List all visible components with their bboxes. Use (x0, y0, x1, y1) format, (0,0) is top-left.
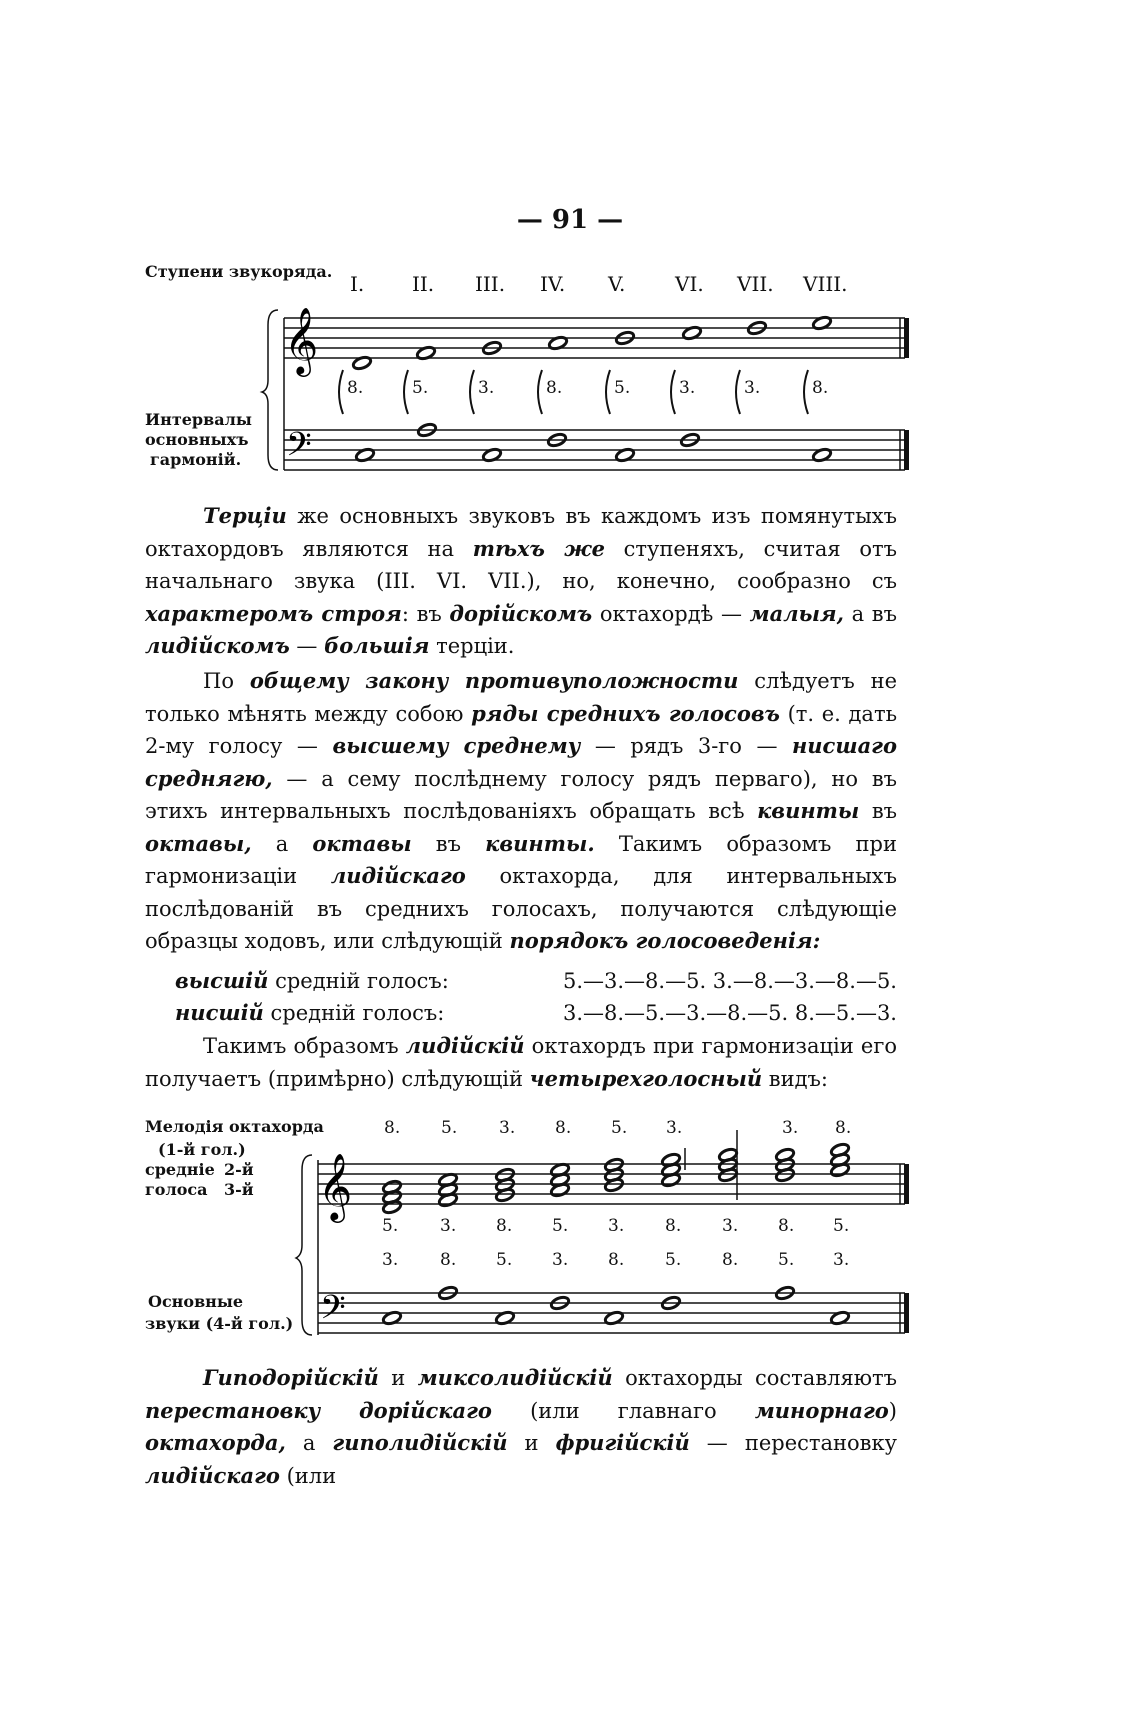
scale-degrees-label: Ступени звукоряда. (145, 262, 333, 281)
degree-label: VI. (675, 272, 704, 296)
interval-numeral: 3. (744, 378, 761, 398)
voice2-interval: 8. (665, 1216, 682, 1236)
interval-numeral: 8. (546, 378, 563, 398)
melody-interval: 3. (782, 1118, 799, 1138)
voice3-interval: 5. (496, 1250, 513, 1270)
voice3-interval: 5. (665, 1250, 682, 1270)
degree-label: VII. (737, 272, 774, 296)
voice3-interval: 3. (382, 1250, 399, 1270)
voice2-interval: 3. (608, 1216, 625, 1236)
voice3-interval: 8. (608, 1250, 625, 1270)
bass-label: звуки (4-й гол.) (145, 1314, 294, 1333)
intervals-label-line: основныхъ (145, 430, 249, 449)
bass-clef-icon: 𝄢 (286, 426, 312, 472)
voice-line-upper: высшій средній голосъ: 5.—3.—8.—5. 3.—8.—3.—8.—5. (175, 968, 897, 993)
melody-interval: 5. (441, 1118, 458, 1138)
degree-label: VIII. (803, 272, 848, 296)
interval-numeral: 8. (812, 378, 829, 398)
degree-label: I. (350, 272, 365, 296)
voice3-interval: 8. (440, 1250, 457, 1270)
voice2-interval: 5. (552, 1216, 569, 1236)
treble-clef-icon: 𝄞 (284, 306, 319, 374)
melody-label: Мелодія октахорда (145, 1117, 324, 1136)
degree-label: II. (412, 272, 435, 296)
voice3-interval: 3. (833, 1250, 850, 1270)
interval-numeral: 8. (347, 378, 364, 398)
page-number: — 91 — (516, 205, 624, 235)
voice2-interval: 3. (722, 1216, 739, 1236)
voice-3-label: 3-й (224, 1180, 254, 1199)
intervals-label-line: Интервалы (145, 410, 252, 429)
treble-clef-icon: 𝄞 (318, 1152, 353, 1220)
melody-interval: 3. (499, 1118, 516, 1138)
voice-2-label: 2-й (224, 1160, 254, 1179)
interval-numeral: 3. (478, 378, 495, 398)
degree-label: III. (475, 272, 506, 296)
middle-voices-label: голоса (145, 1180, 208, 1199)
melody-interval: 8. (835, 1118, 852, 1138)
degree-label: IV. (540, 272, 566, 296)
bass-label: Основные (148, 1292, 244, 1311)
paragraph: Терціи же основныхъ звуковъ въ каждомъ изъ помянутыхъ октахордовъ являются на тѣхъ же ступеняхъ, считая отъ начальнаго звука (III. VI. VII.), но, конечно, сообразно съ характеромъ строя: въ дорійскомъ октахордѣ — малыя, а въ лидійскомъ — большія терціи. (145, 503, 897, 658)
melody-sub-label: (1-й гол.) (158, 1140, 246, 1159)
melody-interval: 3. (666, 1118, 683, 1138)
voice2-interval: 3. (440, 1216, 457, 1236)
paragraph: По общему закону противуположности слѣдуетъ не только мѣнять между собою ряды среднихъ голосовъ (т. е. дать 2-му голосу — высшему среднему — рядъ 3-го — нисшаго среднягю, — а сему послѣднему голосу рядъ перваго), но въ этихъ интервальныхъ послѣдованіяхъ обращать всѣ квинты въ октавы, а октавы въ квинты. Такимъ образомъ при гармонизаціи лидійскаго октахорда, для интервальныхъ послѣдованій въ среднихъ голосахъ, получаются слѣдующіе образцы ходовъ, или слѣдующій порядокъ голосоведенія: (145, 668, 898, 953)
middle-voices-label: средніе (145, 1160, 215, 1179)
melody-interval: 5. (611, 1118, 628, 1138)
degree-label: V. (608, 272, 626, 296)
voice2-interval: 8. (496, 1216, 513, 1236)
voice3-interval: 3. (552, 1250, 569, 1270)
voice-line-lower: нисшій средній голосъ: 3.—8.—5.—3.—8.—5. 8.—5.—3. (175, 1000, 897, 1025)
paragraph: Гиподорійскій и миксолидійскій октахорды составляютъ перестановку дорійскаго (или главнаго минорнаго) октахорда, а гиполидійскій и фригійскій — перестановку лидійскаго (или (145, 1365, 897, 1488)
paragraph: Такимъ образомъ лидійскій октахордъ при гармонизаціи его получаетъ (примѣрно) слѣдующій четырехголосный видъ: (145, 1033, 897, 1091)
voice2-interval: 5. (382, 1216, 399, 1236)
voice2-interval: 8. (778, 1216, 795, 1236)
melody-interval: 8. (384, 1118, 401, 1138)
interval-numeral: 5. (412, 378, 429, 398)
voice3-interval: 8. (722, 1250, 739, 1270)
voice2-interval: 5. (833, 1216, 850, 1236)
intervals-label-line: гармоній. (150, 450, 242, 469)
interval-numeral: 5. (614, 378, 631, 398)
interval-numeral: 3. (679, 378, 696, 398)
bass-clef-icon: 𝄢 (320, 1289, 346, 1335)
melody-interval: 8. (555, 1118, 572, 1138)
voice3-interval: 5. (778, 1250, 795, 1270)
